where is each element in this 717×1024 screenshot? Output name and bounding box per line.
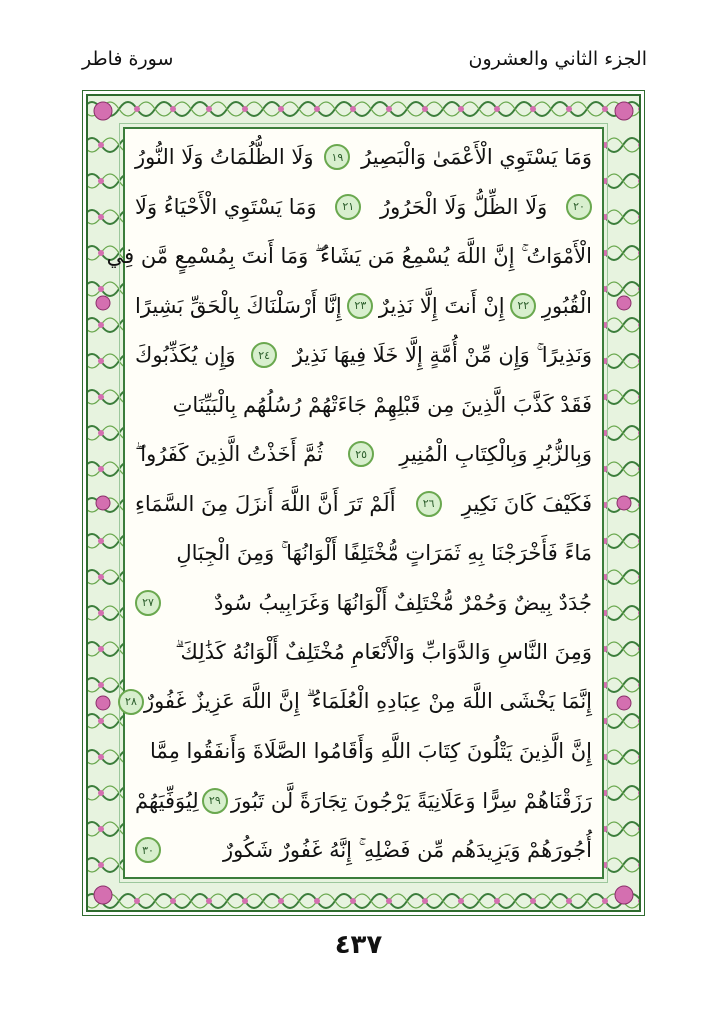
ayah-number-marker: ٢٣	[347, 293, 373, 319]
ayah-number-marker: ٢٢	[510, 293, 536, 319]
verse-line	[135, 533, 592, 573]
quran-text-panel	[106, 127, 604, 879]
verse-line	[135, 335, 592, 375]
ayah-number-marker: ٢٥	[348, 441, 374, 467]
verse-line	[135, 731, 592, 771]
surah-title: سورة فاطر	[82, 48, 174, 70]
ayah-number-marker: ٢١	[335, 194, 361, 220]
ayah-number-marker: ٢٧	[135, 590, 161, 616]
verse-line	[135, 137, 592, 177]
ayah-number-marker: ٢٨	[118, 689, 144, 715]
verse-text: الْقُبُورِ	[541, 293, 592, 318]
verse-line	[106, 236, 592, 276]
verse-text: وَلَا الظِّلُّ وَلَا الْحَرُورُ	[379, 194, 548, 219]
verse-line	[125, 682, 592, 722]
verse-line	[135, 583, 592, 623]
verse-text: إِنَّمَا يَخْشَى اللَّهَ مِنْ عِبَادِهِ الْعُلَمَاءُ ۗ إِنَّ اللَّهَ عَزِيزٌ غَفُورٌ	[143, 689, 592, 713]
ayah-number-marker: ١٩	[324, 144, 350, 170]
verse-text: أَلَمْ تَرَ أَنَّ اللَّهَ أَنزَلَ مِنَ السَّمَاءِ	[135, 491, 396, 516]
verse-line	[135, 830, 592, 870]
verse-text: وَمِنَ النَّاسِ وَالدَّوَابِّ وَالْأَنْعَامِ مُخْتَلِفٌ أَلْوَانُهُ كَذَٰلِكَ ۗ	[175, 639, 592, 664]
verse-text: رَزَقْنَاهُمْ سِرًّا وَعَلَانِيَةً يَرْجُونَ تِجَارَةً لَّن تَبُورَ	[231, 788, 592, 813]
verse-text: مَاءً فَأَخْرَجْنَا بِهِ ثَمَرَاتٍ مُّخْتَلِفًا أَلْوَانُهَا ۚ وَمِنَ الْجِبَالِ	[176, 540, 592, 565]
verse-text: إِنَّ الَّذِينَ يَتْلُونَ كِتَابَ اللَّهِ وَأَقَامُوا الصَّلَاةَ وَأَنفَقُوا مِمَّا	[150, 739, 592, 763]
verse-text: وَمَا يَسْتَوِي الْأَحْيَاءُ وَلَا	[135, 194, 317, 219]
ayah-number-marker: ٣٠	[135, 837, 161, 863]
ayah-number-marker: ٢٦	[416, 491, 442, 517]
verse-line	[135, 385, 592, 425]
verse-text: وَإِن يُكَذِّبُوكَ	[135, 343, 236, 367]
verse-text: إِنْ أَنتَ إِلَّا نَذِيرٌ	[378, 293, 505, 318]
verse-line	[135, 187, 592, 227]
verse-text: جُدَدٌ بِيضٌ وَحُمْرٌ مُّخْتَلِفٌ أَلْوَانُهَا وَغَرَابِيبُ سُودٌ	[214, 590, 592, 615]
verse-text: وَمَا يَسْتَوِي الْأَعْمَىٰ وَالْبَصِيرُ	[361, 145, 592, 169]
verse-text: فَكَيْفَ كَانَ نَكِيرِ	[461, 491, 592, 516]
ayah-number-marker: ٢٤	[251, 342, 277, 368]
verse-text: الْأَمْوَاتُ ۚ إِنَّ اللَّهَ يُسْمِعُ مَن يَشَاءُ ۖ وَمَا أَنتَ بِمُسْمِعٍ مَّن فِي	[106, 243, 592, 268]
verse-text: لِيُوَفِّيَهُمْ	[135, 788, 199, 813]
verse-text: ثُمَّ أَخَذْتُ الَّذِينَ كَفَرُوا ۖ	[135, 441, 323, 466]
verse-text: وَنَذِيرًا ۚ وَإِن مِّنْ أُمَّةٍ إِلَّا خَلَا فِيهَا نَذِيرٌ	[292, 342, 592, 367]
ayah-number-marker: ٢٠	[566, 194, 592, 220]
verse-text: إِنَّا أَرْسَلْنَاكَ بِالْحَقِّ بَشِيرًا	[135, 293, 342, 318]
juz-title: الجزء الثاني والعشرون	[468, 48, 647, 70]
verse-line	[135, 632, 592, 672]
verse-line	[135, 434, 592, 474]
verse-line	[135, 484, 592, 524]
page-number: ٤٣٧	[334, 930, 383, 960]
ayah-number-marker: ٢٩	[202, 788, 228, 814]
verse-text: وَبِالزُّبُرِ وَبِالْكِتَابِ الْمُنِيرِ	[399, 442, 592, 466]
ornamental-frame	[82, 90, 645, 916]
verse-line	[135, 286, 592, 326]
verse-text: وَلَا الظُّلُمَاتُ وَلَا النُّورُ	[135, 145, 314, 169]
verse-text: فَقَدْ كَذَّبَ الَّذِينَ مِن قَبْلِهِمْ جَاءَتْهُمْ رُسُلُهُم بِالْبَيِّنَاتِ	[172, 392, 592, 417]
verse-text: أُجُورَهُمْ وَيَزِيدَهُم مِّن فَضْلِهِ ۚ إِنَّهُ غَفُورٌ شَكُورٌ	[222, 837, 592, 862]
verse-line	[135, 781, 592, 821]
